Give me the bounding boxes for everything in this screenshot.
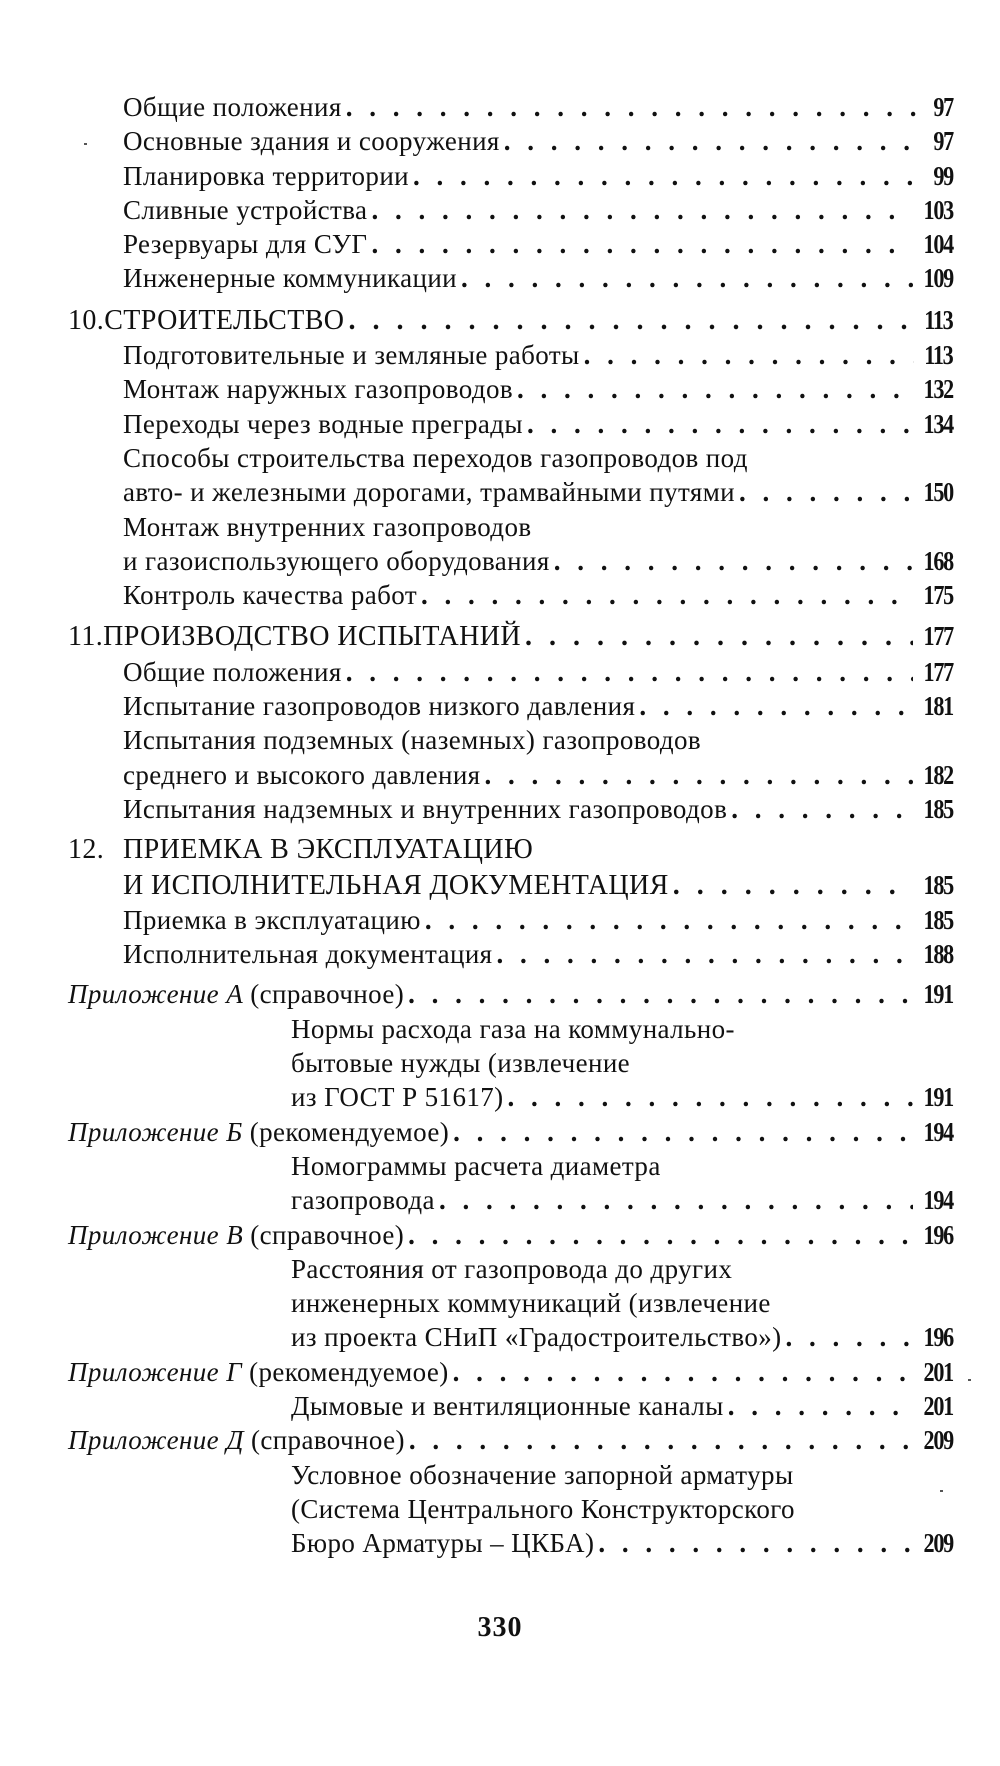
dot-leader bbox=[371, 193, 913, 227]
dot-leader bbox=[346, 90, 925, 124]
dot-leader bbox=[413, 159, 925, 193]
dot-leader bbox=[673, 869, 913, 903]
toc-chapter-10 bbox=[68, 303, 953, 338]
dot-leader bbox=[525, 620, 913, 654]
dot-leader bbox=[408, 1218, 913, 1252]
toc-entry-label: Исполнительная документация bbox=[123, 939, 493, 970]
dot-leader bbox=[425, 903, 913, 937]
dot-leader bbox=[728, 1389, 913, 1423]
toc-entry-label: Испытания надземных и внутренних газопроводов bbox=[123, 793, 728, 824]
appendix-desc bbox=[68, 1320, 953, 1354]
toc-entry-label: Приемка в эксплуатацию bbox=[123, 904, 421, 935]
toc-chapter-11 bbox=[68, 619, 953, 654]
page-number: 330 bbox=[477, 1612, 523, 1643]
toc-entry bbox=[68, 372, 953, 406]
dot-leader bbox=[497, 937, 914, 971]
toc-entry bbox=[68, 90, 953, 124]
dot-leader bbox=[786, 1320, 913, 1354]
appendix-name: Приложение Г bbox=[68, 1356, 242, 1387]
table-of-contents bbox=[68, 90, 953, 1560]
chapter-page: 177 bbox=[923, 621, 953, 652]
toc-appendix-a bbox=[68, 977, 953, 1011]
toc-entry bbox=[68, 544, 953, 578]
dot-leader bbox=[485, 758, 914, 792]
toc-entry-page: 185 bbox=[923, 904, 953, 935]
toc-entry-label: Сливные устройства bbox=[123, 194, 368, 225]
appendix-name: Приложение Б bbox=[68, 1116, 243, 1147]
appendix-kind: (рекомендуемое) bbox=[249, 1116, 450, 1147]
toc-entry-page: 150 bbox=[923, 477, 953, 508]
appendix-name: Приложение Д bbox=[68, 1425, 244, 1456]
dot-leader bbox=[461, 261, 913, 295]
toc-entry-page: 103 bbox=[923, 194, 953, 225]
toc-entry-label: Резервуары для СУГ bbox=[123, 229, 368, 260]
chapter-number: 11. bbox=[68, 621, 104, 653]
toc-entry-page: 177 bbox=[923, 656, 953, 687]
dot-leader bbox=[527, 407, 913, 441]
chapter-title: ПРИЕМКА В ЭКСПЛУАТАЦИЮ bbox=[123, 834, 534, 866]
toc-entry-label: Переходы через водные преграды bbox=[123, 408, 523, 439]
toc-entry-label: Общие положения bbox=[123, 92, 342, 122]
toc-entry-page: 175 bbox=[923, 580, 953, 611]
appendix-desc-line: Нормы расхода газа на коммунально- bbox=[291, 1013, 735, 1044]
toc-entry-line: Испытания подземных (наземных) газопроводов bbox=[123, 725, 702, 756]
scan-speck bbox=[968, 1379, 971, 1381]
toc-entry bbox=[68, 689, 953, 723]
toc-entry-page: 168 bbox=[923, 545, 953, 576]
appendix-name: Приложение В bbox=[68, 1219, 244, 1250]
chapter-title: СТРОИТЕЛЬСТВО bbox=[104, 304, 345, 336]
toc-entry-page: 113 bbox=[924, 340, 953, 371]
toc-entry-label: Подготовительные и земляные работы bbox=[123, 340, 580, 371]
toc-entry-label: Монтаж наружных газопроводов bbox=[123, 374, 514, 405]
toc-entry bbox=[68, 338, 953, 372]
toc-entry bbox=[68, 193, 953, 227]
appendix-desc-page: 191 bbox=[923, 1082, 953, 1113]
toc-entry bbox=[68, 937, 953, 971]
dot-leader bbox=[584, 338, 915, 372]
appendix-desc-line: Условное обозначение запорной арматуры bbox=[291, 1459, 794, 1490]
toc-entry-page: 109 bbox=[923, 263, 953, 294]
toc-entry bbox=[68, 227, 953, 261]
toc-entry-page: 134 bbox=[923, 408, 953, 439]
appendix-desc-line: Номограммы расчета диаметра bbox=[291, 1150, 661, 1181]
toc-entry bbox=[68, 578, 953, 612]
toc-entry-page: 132 bbox=[923, 374, 953, 405]
appendix-desc bbox=[68, 1526, 953, 1560]
toc-entry-label: и газоиспользующего оборудования bbox=[123, 545, 550, 576]
appendix-desc bbox=[68, 1080, 953, 1114]
scan-speck bbox=[84, 143, 87, 145]
appendix-desc-page: 196 bbox=[923, 1322, 953, 1353]
dot-leader bbox=[598, 1526, 913, 1560]
chapter-page: 113 bbox=[924, 304, 953, 335]
toc-entry-page: 182 bbox=[923, 759, 953, 790]
toc-chapter-12 bbox=[68, 833, 953, 867]
toc-entry bbox=[68, 903, 953, 937]
toc-entry bbox=[68, 792, 953, 826]
dot-leader bbox=[453, 1115, 913, 1149]
appendix-desc-line: из ГОСТ Р 51617) bbox=[291, 1082, 504, 1113]
dot-leader bbox=[348, 304, 914, 338]
chapter-number: 12. bbox=[68, 834, 105, 866]
dot-leader bbox=[639, 689, 913, 723]
dot-leader bbox=[346, 655, 913, 689]
toc-entry-page: 104 bbox=[923, 229, 953, 260]
appendix-desc-line: газопровода bbox=[291, 1185, 435, 1216]
appendix-desc-page: 209 bbox=[923, 1528, 953, 1559]
toc-entry-label: Испытание газопроводов низкого давления bbox=[123, 691, 636, 722]
toc-appendix-b bbox=[68, 1115, 953, 1149]
chapter-title: ПРОИЗВОДСТВО ИСПЫТАНИЙ bbox=[103, 621, 521, 653]
toc-entry-page: 185 bbox=[923, 793, 953, 824]
appendix-desc-page: 201 bbox=[923, 1390, 953, 1421]
appendix-desc bbox=[68, 1183, 953, 1217]
appendix-desc-page: 194 bbox=[923, 1185, 953, 1216]
appendix-desc-line: инженерных коммуникаций (извлечение bbox=[291, 1288, 771, 1319]
toc-entry-page: 97 bbox=[933, 92, 953, 122]
toc-entry-label: Контроль качества работ bbox=[123, 580, 418, 611]
toc-entry bbox=[68, 758, 953, 792]
appendix-page: 191 bbox=[923, 979, 953, 1010]
appendix-desc-line: Бюро Арматуры – ЦКБА) bbox=[291, 1528, 595, 1559]
toc-entry-page: 181 bbox=[923, 691, 953, 722]
dot-leader bbox=[421, 578, 913, 612]
toc-entry bbox=[68, 261, 953, 295]
toc-entry bbox=[68, 475, 953, 509]
chapter-title: И ИСПОЛНИТЕЛЬНАЯ ДОКУМЕНТАЦИЯ bbox=[123, 869, 669, 901]
toc-entry bbox=[68, 407, 953, 441]
appendix-kind: (справочное) bbox=[250, 979, 405, 1010]
dot-leader bbox=[408, 977, 913, 1011]
appendix-kind: (рекомендуемое) bbox=[249, 1356, 449, 1387]
scan-speck bbox=[940, 1490, 943, 1492]
appendix-desc-line: из проекта СНиП «Градостроительство») bbox=[291, 1322, 782, 1353]
dot-leader bbox=[517, 372, 913, 406]
appendix-kind: (справочное) bbox=[250, 1425, 405, 1456]
appendix-desc-line: (Система Центрального Конструкторского bbox=[291, 1493, 795, 1524]
toc-appendix-v bbox=[68, 1218, 953, 1252]
chapter-number: 10. bbox=[68, 304, 105, 336]
toc-appendix-g bbox=[68, 1355, 953, 1389]
toc-entry-page: 99 bbox=[933, 160, 953, 191]
dot-leader bbox=[453, 1355, 913, 1389]
toc-entry-label: Инженерные коммуникации bbox=[123, 263, 458, 294]
appendix-page: 209 bbox=[923, 1425, 953, 1456]
dot-leader bbox=[739, 475, 913, 509]
toc-entry-line: Способы строительства переходов газопроводов под bbox=[123, 442, 748, 473]
toc-entry-label: авто- и железными дорогами, трамвайными путями bbox=[123, 477, 736, 508]
appendix-desc-line: бытовые нужды (извлечение bbox=[291, 1048, 631, 1079]
toc-entry-label: Планировка территории bbox=[123, 160, 410, 191]
appendix-desc-line: Расстояния от газопровода до других bbox=[291, 1253, 733, 1284]
toc-chapter-12-cont bbox=[68, 868, 953, 903]
appendix-page: 201 bbox=[923, 1356, 953, 1387]
toc-appendix-d bbox=[68, 1423, 953, 1457]
appendix-name: Приложение А bbox=[68, 979, 244, 1010]
appendix-desc-line: Дымовые и вентиляционные каналы bbox=[291, 1390, 724, 1421]
dot-leader bbox=[409, 1423, 913, 1457]
appendix-desc bbox=[68, 1389, 953, 1423]
dot-leader bbox=[371, 227, 913, 261]
appendix-page: 196 bbox=[923, 1219, 953, 1250]
appendix-page: 194 bbox=[923, 1116, 953, 1147]
toc-entry bbox=[68, 124, 953, 158]
appendix-kind: (справочное) bbox=[250, 1219, 405, 1250]
toc-entry-page: 97 bbox=[933, 126, 953, 157]
dot-leader bbox=[731, 792, 913, 826]
chapter-page: 185 bbox=[923, 869, 953, 900]
dot-leader bbox=[554, 544, 913, 578]
toc-entry bbox=[68, 655, 953, 689]
toc-entry-page: 188 bbox=[923, 939, 953, 970]
toc-entry-label: Общие положения bbox=[123, 656, 342, 687]
dot-leader bbox=[439, 1183, 913, 1217]
toc-entry bbox=[68, 159, 953, 193]
dot-leader bbox=[508, 1080, 913, 1114]
dot-leader bbox=[504, 124, 925, 158]
toc-entry-label: Основные здания и сооружения bbox=[123, 126, 500, 157]
toc-entry-line: Монтаж внутренних газопроводов bbox=[123, 511, 532, 542]
toc-entry-label: среднего и высокого давления bbox=[123, 759, 481, 790]
